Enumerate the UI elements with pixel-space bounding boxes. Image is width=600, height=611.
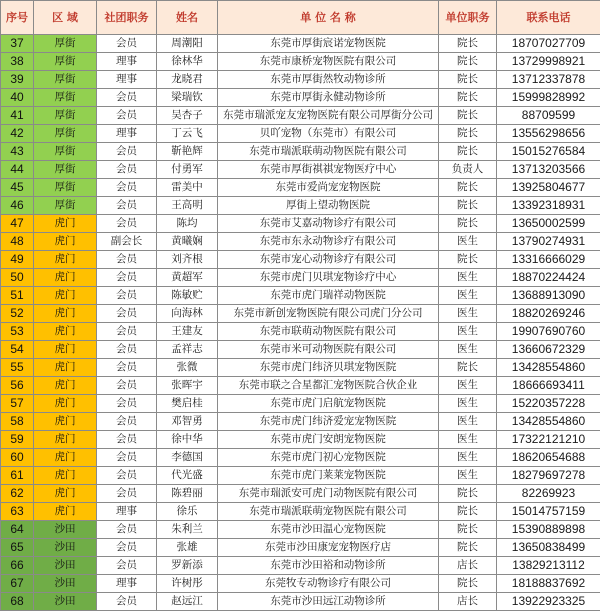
cell-name: 丁云飞: [157, 125, 218, 143]
cell-role: 理事: [97, 71, 157, 89]
table-row: [1, 251, 600, 269]
cell-role: 会员: [97, 215, 157, 233]
cell-phone: 18870224424: [497, 269, 600, 287]
cell-title: 店长: [439, 557, 497, 575]
cell-name: 王高明: [157, 197, 218, 215]
cell-name: 徐中华: [157, 431, 218, 449]
cell-unit: 东莞市瑞派安可虎门动物医院有限公司: [218, 485, 439, 503]
cell-title: 医生: [439, 233, 497, 251]
cell-index: 57: [1, 395, 34, 413]
cell-district: 虎门: [34, 413, 97, 431]
cell-phone: 13392318931: [497, 197, 600, 215]
cell-role: 会员: [97, 323, 157, 341]
cell-unit: 东莞市爱尚宠宠物医院: [218, 179, 439, 197]
cell-role: 会员: [97, 89, 157, 107]
cell-title: 院长: [439, 35, 497, 53]
cell-unit: 东莞市虎门纬济爱宠宠物医院: [218, 413, 439, 431]
cell-unit: 东莞市瑞派宠友宠物医院有限公司厚街分公司: [218, 107, 439, 125]
table-row: [1, 323, 600, 341]
cell-district: 沙田: [34, 521, 97, 539]
cell-phone: 18188837692: [497, 575, 600, 593]
cell-unit: 东莞市厚街宸诺宠物医院: [218, 35, 439, 53]
table-row: [1, 557, 600, 575]
cell-title: 医生: [439, 377, 497, 395]
table-row: [1, 107, 600, 125]
cell-index: 40: [1, 89, 34, 107]
cell-role: 会员: [97, 557, 157, 575]
cell-role: 会员: [97, 359, 157, 377]
cell-phone: 13712337878: [497, 71, 600, 89]
cell-phone: 18707027709: [497, 35, 600, 53]
cell-name: 黄超军: [157, 269, 218, 287]
cell-name: 许树彤: [157, 575, 218, 593]
cell-index: 51: [1, 287, 34, 305]
table-row: [1, 395, 600, 413]
cell-unit: 东莞市沙田康宠宠物医疗店: [218, 539, 439, 557]
header-name: 姓名: [157, 1, 218, 35]
cell-unit: 东莞市沙田远江动物诊所: [218, 593, 439, 611]
cell-role: 会员: [97, 593, 157, 611]
cell-phone: 17322121210: [497, 431, 600, 449]
cell-title: 院长: [439, 521, 497, 539]
cell-name: 黄曦娴: [157, 233, 218, 251]
cell-role: 会员: [97, 251, 157, 269]
cell-district: 虎门: [34, 269, 97, 287]
table-row: [1, 197, 600, 215]
cell-phone: 18279697278: [497, 467, 600, 485]
cell-index: 47: [1, 215, 34, 233]
cell-role: 理事: [97, 53, 157, 71]
table-row: [1, 485, 600, 503]
cell-name: 龙晓君: [157, 71, 218, 89]
table-row: [1, 377, 600, 395]
cell-phone: 13556298656: [497, 125, 600, 143]
cell-role: 会员: [97, 269, 157, 287]
cell-title: 医生: [439, 449, 497, 467]
cell-district: 虎门: [34, 395, 97, 413]
cell-index: 39: [1, 71, 34, 89]
cell-phone: 19907690760: [497, 323, 600, 341]
table-row: [1, 575, 600, 593]
cell-unit: 东莞市瑞派联萌动物医院有限公司: [218, 143, 439, 161]
cell-name: 李德国: [157, 449, 218, 467]
cell-district: 沙田: [34, 539, 97, 557]
cell-title: 医生: [439, 269, 497, 287]
table-row: [1, 359, 600, 377]
cell-role: 会员: [97, 521, 157, 539]
cell-index: 49: [1, 251, 34, 269]
cell-name: 陈均: [157, 215, 218, 233]
cell-role: 会员: [97, 395, 157, 413]
cell-district: 厚街: [34, 161, 97, 179]
cell-name: 刘齐根: [157, 251, 218, 269]
cell-unit: 贝吖宠物（东莞市）有限公司: [218, 125, 439, 143]
cell-unit: 东莞市虎门启航宠物医院: [218, 395, 439, 413]
cell-district: 厚街: [34, 53, 97, 71]
table-row: [1, 233, 600, 251]
cell-role: 会员: [97, 107, 157, 125]
cell-index: 62: [1, 485, 34, 503]
cell-role: 副会长: [97, 233, 157, 251]
cell-name: 陈敏贮: [157, 287, 218, 305]
cell-district: 虎门: [34, 215, 97, 233]
cell-unit: 东莞市厚街然牧动物诊所: [218, 71, 439, 89]
cell-name: 向海林: [157, 305, 218, 323]
cell-district: 厚街: [34, 89, 97, 107]
cell-role: 会员: [97, 413, 157, 431]
cell-role: 会员: [97, 449, 157, 467]
table-row: [1, 161, 600, 179]
cell-district: 虎门: [34, 377, 97, 395]
cell-index: 46: [1, 197, 34, 215]
table-body: [1, 35, 600, 611]
cell-phone: 13688913090: [497, 287, 600, 305]
cell-district: 厚街: [34, 179, 97, 197]
cell-title: 院长: [439, 179, 497, 197]
cell-unit: 东莞市虎门莱莱宠物医院: [218, 467, 439, 485]
cell-unit: 东莞市东永动物诊疗有限公司: [218, 233, 439, 251]
cell-title: 院长: [439, 215, 497, 233]
cell-district: 厚街: [34, 107, 97, 125]
cell-title: 医生: [439, 323, 497, 341]
cell-index: 48: [1, 233, 34, 251]
cell-title: 院长: [439, 539, 497, 557]
cell-district: 厚街: [34, 143, 97, 161]
cell-district: 虎门: [34, 323, 97, 341]
cell-district: 虎门: [34, 287, 97, 305]
cell-role: 会员: [97, 467, 157, 485]
cell-name: 付勇军: [157, 161, 218, 179]
cell-district: 虎门: [34, 503, 97, 521]
header-row: [1, 1, 600, 35]
cell-unit: 东莞市联之合星都汇宠物医院合伙企业: [218, 377, 439, 395]
cell-phone: 18666693411: [497, 377, 600, 395]
table-row: [1, 449, 600, 467]
cell-title: 院长: [439, 53, 497, 71]
cell-phone: 18620654688: [497, 449, 600, 467]
cell-unit: 东莞市厚街祺祺宠物医疗中心: [218, 161, 439, 179]
cell-phone: 13790274931: [497, 233, 600, 251]
table-row: [1, 269, 600, 287]
cell-unit: 东莞市虎门贝琪宠物诊疗中心: [218, 269, 439, 287]
cell-district: 虎门: [34, 305, 97, 323]
cell-district: 厚街: [34, 71, 97, 89]
cell-phone: 15999828992: [497, 89, 600, 107]
cell-name: 孟祥志: [157, 341, 218, 359]
cell-unit: 东莞市艾嘉动物诊疗有限公司: [218, 215, 439, 233]
table-row: [1, 413, 600, 431]
cell-title: 店长: [439, 593, 497, 611]
cell-index: 59: [1, 431, 34, 449]
cell-unit: 东莞市沙田温心宠物医院: [218, 521, 439, 539]
cell-title: 院长: [439, 71, 497, 89]
cell-unit: 东莞市米可动物医院有限公司: [218, 341, 439, 359]
cell-name: 雷美中: [157, 179, 218, 197]
table-row: [1, 179, 600, 197]
cell-phone: 13925804677: [497, 179, 600, 197]
cell-role: 会员: [97, 377, 157, 395]
cell-phone: 13729998921: [497, 53, 600, 71]
cell-index: 41: [1, 107, 34, 125]
cell-index: 44: [1, 161, 34, 179]
table-row: [1, 89, 600, 107]
table-row: [1, 341, 600, 359]
cell-phone: 13660672329: [497, 341, 600, 359]
cell-role: 理事: [97, 575, 157, 593]
cell-name: 王建友: [157, 323, 218, 341]
cell-role: 会员: [97, 305, 157, 323]
cell-name: 赵远江: [157, 593, 218, 611]
cell-unit: 东莞牧专动物诊疗有限公司: [218, 575, 439, 593]
header-title: 单位职务: [439, 1, 497, 35]
cell-unit: 东莞市厚街永健动物诊所: [218, 89, 439, 107]
cell-name: 吴杏子: [157, 107, 218, 125]
cell-phone: 88709599: [497, 107, 600, 125]
cell-index: 61: [1, 467, 34, 485]
cell-title: 医生: [439, 395, 497, 413]
cell-phone: 13713203566: [497, 161, 600, 179]
cell-district: 虎门: [34, 341, 97, 359]
cell-title: 院长: [439, 503, 497, 521]
table-row: [1, 71, 600, 89]
cell-district: 沙田: [34, 593, 97, 611]
cell-unit: 东莞市虎门安朗宠物医院: [218, 431, 439, 449]
cell-title: 医生: [439, 287, 497, 305]
cell-unit: 东莞市瑞派联萌宠物医院有限公司: [218, 503, 439, 521]
cell-index: 53: [1, 323, 34, 341]
cell-district: 虎门: [34, 449, 97, 467]
cell-role: 理事: [97, 125, 157, 143]
table-row: [1, 521, 600, 539]
cell-role: 会员: [97, 341, 157, 359]
cell-district: 沙田: [34, 557, 97, 575]
cell-unit: 厚街上望动物医院: [218, 197, 439, 215]
cell-district: 厚街: [34, 125, 97, 143]
cell-title: 院长: [439, 197, 497, 215]
cell-index: 67: [1, 575, 34, 593]
cell-title: 院长: [439, 359, 497, 377]
cell-phone: 13428554860: [497, 359, 600, 377]
cell-phone: 13922923325: [497, 593, 600, 611]
table-row: [1, 431, 600, 449]
cell-title: 院长: [439, 107, 497, 125]
cell-index: 64: [1, 521, 34, 539]
cell-district: 沙田: [34, 575, 97, 593]
cell-district: 虎门: [34, 431, 97, 449]
cell-district: 虎门: [34, 359, 97, 377]
cell-phone: 82269923: [497, 485, 600, 503]
cell-name: 张晖宇: [157, 377, 218, 395]
cell-name: 徐乐: [157, 503, 218, 521]
cell-name: 梁瑞钦: [157, 89, 218, 107]
cell-role: 会员: [97, 539, 157, 557]
cell-index: 50: [1, 269, 34, 287]
cell-index: 65: [1, 539, 34, 557]
cell-district: 虎门: [34, 233, 97, 251]
header-index: 序号: [1, 1, 34, 35]
cell-unit: 东莞市沙田裕和动物诊所: [218, 557, 439, 575]
cell-phone: 15220357228: [497, 395, 600, 413]
cell-name: 周潮阳: [157, 35, 218, 53]
cell-district: 虎门: [34, 467, 97, 485]
cell-name: 徐林华: [157, 53, 218, 71]
cell-title: 负责人: [439, 161, 497, 179]
cell-name: 陈碧丽: [157, 485, 218, 503]
cell-name: 罗新添: [157, 557, 218, 575]
cell-role: 会员: [97, 161, 157, 179]
table-row: [1, 305, 600, 323]
table-row: [1, 53, 600, 71]
cell-phone: 18820269246: [497, 305, 600, 323]
cell-role: 会员: [97, 143, 157, 161]
cell-district: 厚街: [34, 35, 97, 53]
cell-title: 医生: [439, 341, 497, 359]
cell-index: 63: [1, 503, 34, 521]
cell-phone: 15015276584: [497, 143, 600, 161]
cell-index: 56: [1, 377, 34, 395]
header-role: 社团职务: [97, 1, 157, 35]
cell-role: 会员: [97, 287, 157, 305]
cell-name: 靳艳辉: [157, 143, 218, 161]
cell-role: 会员: [97, 179, 157, 197]
cell-title: 医生: [439, 431, 497, 449]
cell-unit: 东莞市联萌动物医院有限公司: [218, 323, 439, 341]
cell-index: 55: [1, 359, 34, 377]
cell-phone: 13316666029: [497, 251, 600, 269]
cell-unit: 东莞市虎门纬济贝琪宠物医院: [218, 359, 439, 377]
table-row: [1, 503, 600, 521]
cell-phone: 13650002599: [497, 215, 600, 233]
cell-name: 张雄: [157, 539, 218, 557]
cell-role: 会员: [97, 431, 157, 449]
cell-index: 38: [1, 53, 34, 71]
header-district: 区 域: [34, 1, 97, 35]
table-row: [1, 35, 600, 53]
cell-index: 60: [1, 449, 34, 467]
cell-phone: 15390889898: [497, 521, 600, 539]
cell-index: 66: [1, 557, 34, 575]
cell-phone: 13650838499: [497, 539, 600, 557]
cell-district: 虎门: [34, 485, 97, 503]
cell-name: 樊启桂: [157, 395, 218, 413]
header-phone: 联系电话: [497, 1, 600, 35]
cell-index: 37: [1, 35, 34, 53]
cell-index: 68: [1, 593, 34, 611]
cell-title: 院长: [439, 89, 497, 107]
cell-unit: 东莞市虎门初心宠物医院: [218, 449, 439, 467]
header-unit: 单 位 名 称: [218, 1, 439, 35]
cell-phone: 13428554860: [497, 413, 600, 431]
cell-district: 厚街: [34, 197, 97, 215]
cell-title: 院长: [439, 125, 497, 143]
cell-unit: 东莞市虎门瑞祥动物医院: [218, 287, 439, 305]
cell-name: 张微: [157, 359, 218, 377]
cell-title: 院长: [439, 251, 497, 269]
cell-index: 42: [1, 125, 34, 143]
cell-index: 45: [1, 179, 34, 197]
cell-title: 医生: [439, 413, 497, 431]
cell-title: 院长: [439, 485, 497, 503]
cell-role: 会员: [97, 197, 157, 215]
cell-name: 朱利兰: [157, 521, 218, 539]
cell-title: 院长: [439, 143, 497, 161]
cell-phone: 15014757159: [497, 503, 600, 521]
table-row: [1, 287, 600, 305]
cell-phone: 13829213112: [497, 557, 600, 575]
table-row: [1, 125, 600, 143]
cell-index: 43: [1, 143, 34, 161]
cell-index: 54: [1, 341, 34, 359]
table-row: [1, 539, 600, 557]
table-row: [1, 467, 600, 485]
cell-role: 会员: [97, 35, 157, 53]
table-row: [1, 593, 600, 611]
cell-unit: 东莞市康桥宠物医院有限公司: [218, 53, 439, 71]
cell-unit: 东莞市宠心动物诊疗有限公司: [218, 251, 439, 269]
cell-title: 院长: [439, 575, 497, 593]
table-row: [1, 143, 600, 161]
cell-index: 58: [1, 413, 34, 431]
cell-title: 医生: [439, 467, 497, 485]
cell-role: 会员: [97, 485, 157, 503]
cell-role: 理事: [97, 503, 157, 521]
cell-unit: 东莞市新创宠物医院有限公司虎门分公司: [218, 305, 439, 323]
cell-name: 代光盛: [157, 467, 218, 485]
cell-name: 邓智勇: [157, 413, 218, 431]
table-row: [1, 215, 600, 233]
cell-index: 52: [1, 305, 34, 323]
cell-district: 虎门: [34, 251, 97, 269]
cell-title: 医生: [439, 305, 497, 323]
